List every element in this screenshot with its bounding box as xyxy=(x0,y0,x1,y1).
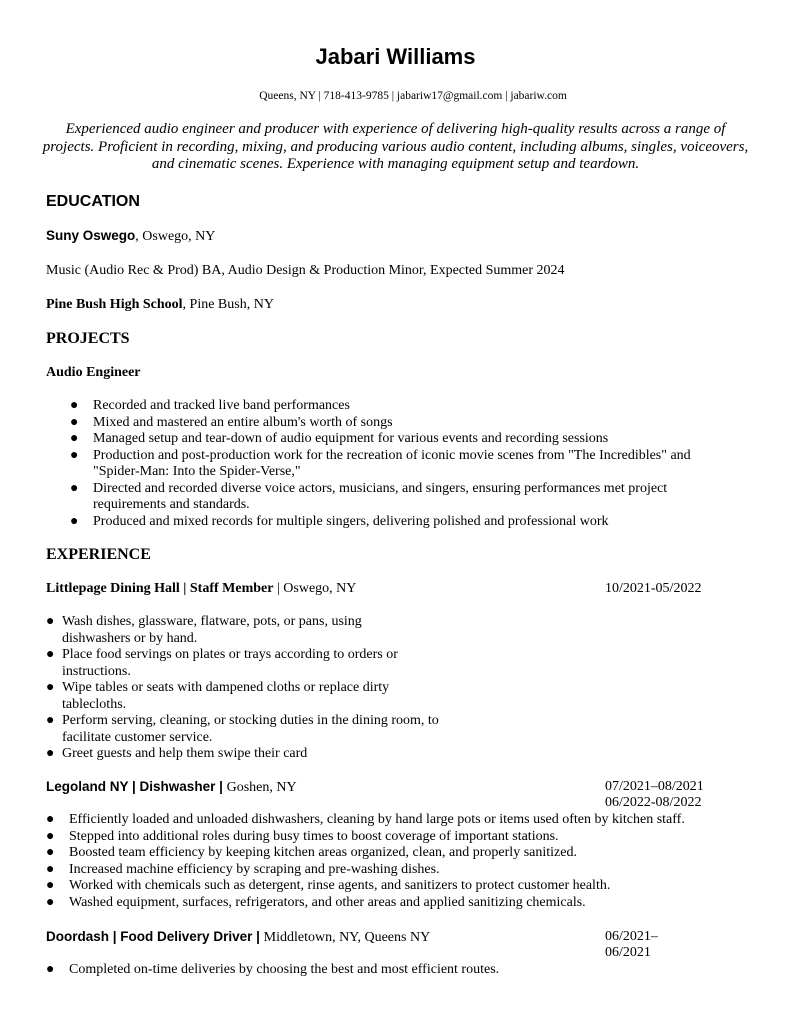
job-1-dates: 10/2021-05/2022 xyxy=(605,581,702,596)
bullet-text: facilitate customer service. xyxy=(62,729,213,745)
summary-paragraph: Experienced audio engineer and producer with experience of delivering high-quality results across a range of projects. Proficient in recording, mixing, and producing various audio content, including albums, singles, voiceovers, and cinematic scenes. Experience with managing equipment setup and teardown. xyxy=(42,121,749,172)
bullet-dot-icon: ● xyxy=(46,878,55,893)
resume-name: Jabari Williams xyxy=(315,44,476,69)
bullet-item xyxy=(70,415,730,432)
project-title: Audio Engineer xyxy=(46,365,141,380)
bullet-item xyxy=(46,680,466,713)
job-2-dates-2: 06/2022-08/2022 xyxy=(605,795,702,810)
job-3-location: Middletown, NY, Queens NY xyxy=(263,930,431,945)
job-1-employer: Littlepage Dining Hall xyxy=(46,581,180,596)
bullet-dot-icon: ● xyxy=(70,431,79,446)
bullet-text: Washed equipment, surfaces, refrigerators, and other areas and applied sanitizing chemicals. xyxy=(69,894,586,910)
bullet-text: Efficiently loaded and unloaded dishwashers, cleaning by hand large pots or items used often by kitchen staff. xyxy=(69,812,685,827)
bullet-text: Stepped into additional roles during busy times to boost coverage of important stations. xyxy=(69,828,559,844)
bullet-dot-icon: ● xyxy=(46,828,55,844)
bullet-item xyxy=(46,962,736,979)
bullet-item xyxy=(46,895,736,912)
bullet-item xyxy=(70,398,730,415)
bullet-item xyxy=(70,431,730,448)
bullet-text: Wash dishes, glassware, flatware, pots, or pans, using xyxy=(62,614,362,629)
job-1-sep: | xyxy=(179,581,190,596)
job-2-employer: Legoland NY xyxy=(46,779,129,794)
job-2-bullets xyxy=(46,812,736,911)
school-2 xyxy=(46,297,274,313)
bullet-item xyxy=(46,614,466,647)
bullet-text: Completed on-time deliveries by choosing the best and most efficient routes. xyxy=(69,962,500,977)
job-3-sep: | xyxy=(109,929,121,944)
bullet-text: Boosted team efficiency by keeping kitchen areas organized, clean, and properly sanitized. xyxy=(69,845,577,860)
bullet-dot-icon: ● xyxy=(70,414,79,430)
bullet-text: Worked with chemicals such as detergent, rinse agents, and sanitizers to protect customer health. xyxy=(69,878,611,893)
bullet-dot-icon: ● xyxy=(46,647,55,662)
bullet-dot-icon: ● xyxy=(46,680,55,695)
bullet-item xyxy=(46,862,736,879)
job-3-dates-2: 06/2021 xyxy=(605,945,651,960)
job-2-location: Goshen, NY xyxy=(226,780,297,795)
bullet-text: "Spider-Man: Into the Spider-Verse," xyxy=(93,464,301,479)
job-1-role: Staff Member xyxy=(189,581,274,596)
bullet-dot-icon: ● xyxy=(70,480,79,496)
bullet-item xyxy=(70,448,730,481)
contact-line: Queens, NY | 718-413-9785 | jabariw17@gmail.com | jabariw.com xyxy=(259,90,567,102)
experience-heading: EXPERIENCE xyxy=(46,546,151,563)
school-1-location: , Oswego, NY xyxy=(135,229,216,244)
bullet-item xyxy=(46,878,736,895)
bullet-item xyxy=(46,845,736,862)
bullet-dot-icon: ● xyxy=(46,845,55,860)
bullet-item xyxy=(46,829,736,846)
bullet-text: Wipe tables or seats with dampened cloths or replace dirty xyxy=(62,680,390,695)
bullet-dot-icon: ● xyxy=(46,746,55,761)
bullet-dot-icon: ● xyxy=(70,513,79,529)
bullet-text: Production and post-production work for the recreation of iconic movie scenes from "The Incredibles" and xyxy=(93,447,691,463)
school-2-name: Pine Bush High School xyxy=(46,297,183,312)
bullet-text: Produced and mixed records for multiple singers, delivering polished and professional work xyxy=(93,513,609,529)
bullet-item xyxy=(46,713,466,746)
bullet-text: requirements and standards. xyxy=(93,497,250,512)
bullet-text: Greet guests and help them swipe their card xyxy=(62,746,308,761)
bullet-dot-icon: ● xyxy=(70,447,79,463)
job-3-bullets xyxy=(46,962,736,979)
job-3-employer: Doordash xyxy=(46,929,110,944)
job-1-bullets xyxy=(46,614,466,763)
job-3-sep2: | xyxy=(252,929,264,944)
job-2-dates-1: 07/2021–08/2021 xyxy=(605,779,704,794)
bullet-text: instructions. xyxy=(62,663,131,679)
bullet-dot-icon: ● xyxy=(70,398,79,413)
job-3-dates-1: 06/2021– xyxy=(605,929,658,944)
job-1-header xyxy=(46,581,356,597)
job-2-sep2: | xyxy=(215,779,227,794)
bullet-dot-icon: ● xyxy=(46,861,55,877)
job-2-header xyxy=(46,779,297,796)
job-2-role: Dishwasher xyxy=(139,779,216,794)
degree-line: Music (Audio Rec & Prod) BA, Audio Design & Production Minor, Expected Summer 2024 xyxy=(46,263,565,278)
job-3-header xyxy=(46,929,430,946)
education-heading: EDUCATION xyxy=(46,193,140,210)
projects-heading: PROJECTS xyxy=(46,330,130,347)
bullet-dot-icon: ● xyxy=(46,614,55,629)
bullet-text: tablecloths. xyxy=(62,696,127,712)
bullet-dot-icon: ● xyxy=(46,812,55,827)
school-2-location: , Pine Bush, NY xyxy=(182,297,274,312)
bullet-text: Mixed and mastered an entire album's worth of songs xyxy=(93,414,393,430)
bullet-item xyxy=(46,647,466,680)
bullet-text: Directed and recorded diverse voice actors, musicians, and singers, ensuring performances met project xyxy=(93,480,668,496)
job-1-location: | Oswego, NY xyxy=(273,581,357,596)
bullet-dot-icon: ● xyxy=(46,894,55,910)
project-bullets xyxy=(70,398,730,530)
bullet-text: Recorded and tracked live band performances xyxy=(93,398,350,413)
bullet-dot-icon: ● xyxy=(46,962,55,977)
job-3-role: Food Delivery Driver xyxy=(120,929,253,944)
bullet-text: Increased machine efficiency by scraping and pre-washing dishes. xyxy=(69,861,440,877)
bullet-text: Perform serving, cleaning, or stocking duties in the dining room, to xyxy=(62,713,439,728)
job-2-sep: | xyxy=(128,779,140,794)
bullet-text: Managed setup and tear-down of audio equipment for various events and recording sessions xyxy=(93,431,609,446)
bullet-item xyxy=(70,514,730,531)
bullet-item xyxy=(46,812,736,829)
bullet-text: dishwashers or by hand. xyxy=(62,630,198,646)
bullet-text: Place food servings on plates or trays according to orders or xyxy=(62,647,398,662)
bullet-dot-icon: ● xyxy=(46,713,55,728)
school-1 xyxy=(46,228,215,245)
school-1-name: Suny Oswego xyxy=(46,228,136,243)
bullet-item xyxy=(46,746,466,763)
bullet-item xyxy=(70,481,730,514)
